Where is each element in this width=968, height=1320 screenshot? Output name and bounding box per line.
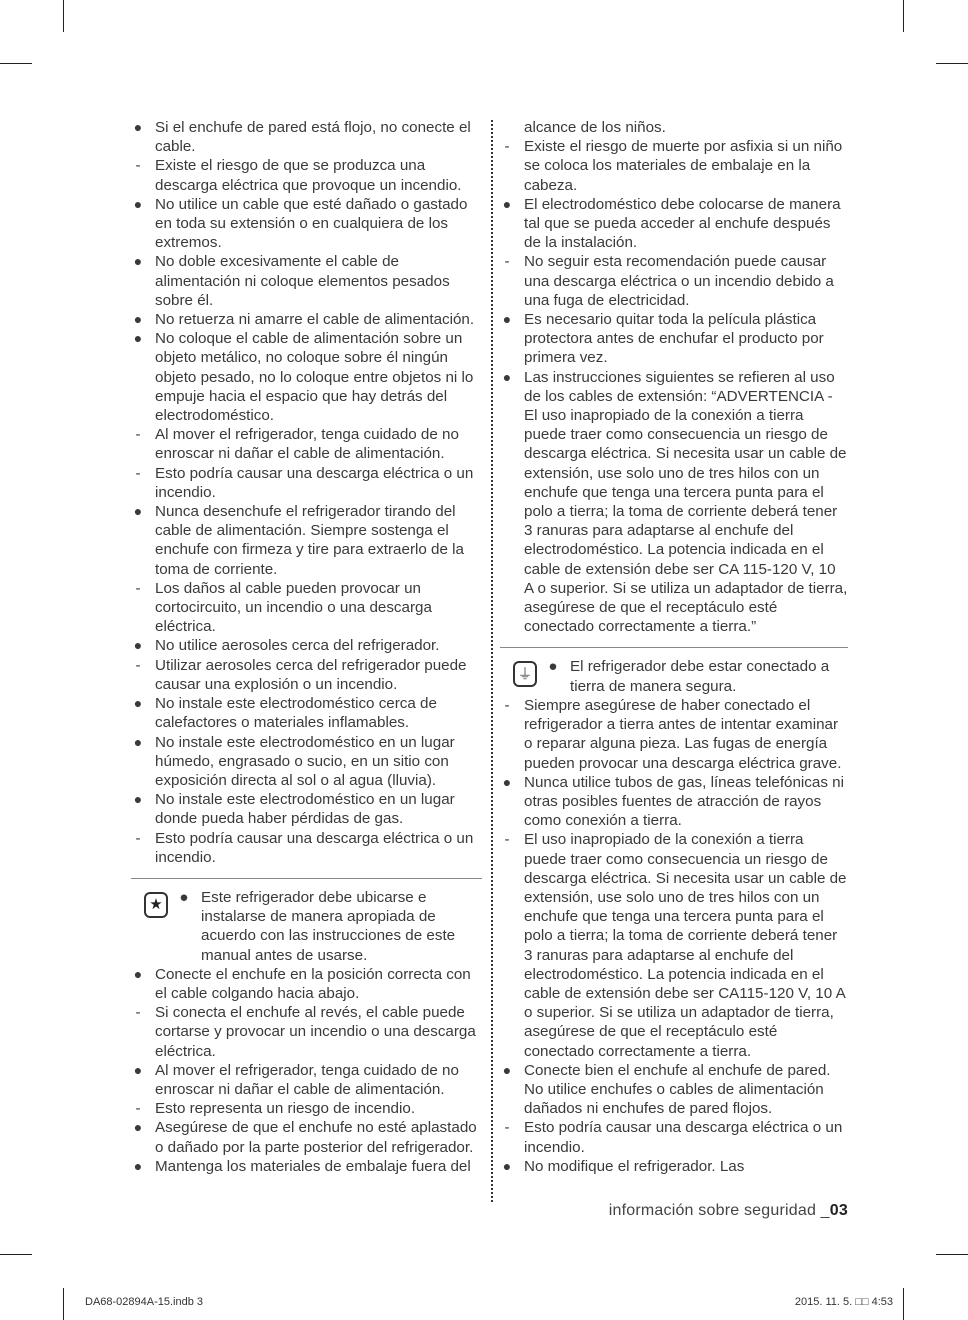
consequence-item — [131, 425, 482, 463]
item-text: Si conecta el enchufe al revés, el cable puede cortarse y provocar un incendio o una descarga eléctrica. — [155, 1004, 476, 1060]
note-separator — [131, 878, 482, 879]
bullet-item — [500, 1157, 848, 1176]
item-text: Nunca utilice tubos de gas, líneas telefónicas ni otras posibles fuentes de atracción de rayos como conexión a tierra. — [524, 773, 844, 830]
item-text: No retuerza ni amarre el cable de alimentación. — [155, 311, 475, 329]
consequence-item — [131, 1003, 482, 1061]
bullet-marker: ● — [502, 368, 512, 385]
item-text: Esto representa un riesgo de incendio. — [155, 1100, 416, 1118]
consequence-item — [131, 829, 482, 867]
bullet-item — [131, 1118, 482, 1156]
consequence-item — [131, 1099, 482, 1118]
item-text: Conecte bien el enchufe al enchufe de pared. No utilice enchufes o cables de alimentación dañados ni enchufes de pared flojos. — [524, 1061, 831, 1118]
bullet-marker: ● — [133, 311, 143, 328]
crop-mark — [63, 0, 64, 32]
bullet-item — [131, 252, 482, 310]
crop-mark — [63, 1288, 64, 1320]
bullet-marker: ● — [502, 195, 512, 212]
item-text: Siempre asegúrese de haber conectado el refrigerador a tierra antes de intentar examinar o reparar alguna pieza. Las fugas de energía pueden provocar una descarga eléctrica grave. — [524, 696, 842, 772]
item-text: Esto podría causar una descarga eléctrica o un incendio. — [155, 464, 474, 501]
dash-marker: - — [504, 253, 510, 271]
dash-marker: - — [504, 1119, 510, 1137]
bullet-marker: ● — [133, 791, 143, 808]
note-separator — [500, 647, 848, 648]
left-safety-list-continued — [131, 965, 482, 1176]
note-text: El refrigerador debe estar conectado a tierra de manera segura. — [570, 658, 830, 695]
bullet-marker: ● — [133, 253, 143, 270]
bullet-marker: ● — [133, 503, 143, 520]
consequence-item — [500, 1118, 848, 1156]
star-note-icon: ★ — [144, 892, 168, 918]
section-title: información sobre seguridad _ — [608, 1202, 830, 1219]
column-divider — [491, 120, 493, 1202]
bullet-item — [500, 195, 848, 253]
note-item — [546, 657, 848, 695]
left-column — [131, 118, 482, 1176]
bullet-marker: ● — [133, 637, 143, 654]
dash-marker: - — [135, 656, 141, 674]
dash-marker: - — [504, 138, 510, 156]
item-text: No utilice aerosoles cerca del refrigerador. — [155, 637, 440, 655]
dash-marker: - — [135, 464, 141, 482]
dash-marker: - — [135, 426, 141, 444]
right-safety-list — [500, 118, 848, 636]
item-text: Utilizar aerosoles cerca del refrigerador puede causar una explosión o un incendio. — [155, 656, 467, 693]
item-text: Nunca desenchufe el refrigerador tirando del cable de alimentación. Siempre sostenga el enchufe con firmeza y tire para extraerlo de la toma de corriente. — [155, 503, 464, 578]
bullet-marker: ● — [502, 1157, 512, 1174]
bullet-marker: ● — [133, 330, 143, 347]
consequence-item — [131, 464, 482, 502]
ground-note-icon: ⏚ — [513, 661, 537, 687]
consequence-item — [131, 656, 482, 694]
left-safety-list — [131, 118, 482, 867]
bullet-marker: ● — [133, 1061, 143, 1078]
item-text: No instale este electrodoméstico en un lugar húmedo, engrasado o sucio, en un sitio con exposición directa al sol o al agua (lluvia). — [155, 733, 455, 789]
item-text: No utilice un cable que esté dañado o gastado en toda su extensión o en cualquiera de los extremos. — [155, 195, 468, 252]
bullet-item — [131, 118, 482, 156]
bullet-item — [131, 790, 482, 828]
item-text: No instale este electrodoméstico cerca de calefactores o materiales inflamables. — [155, 695, 437, 732]
bullet-item — [500, 773, 848, 831]
dash-marker: - — [504, 696, 510, 714]
bullet-marker: ● — [133, 733, 143, 750]
bullet-marker: ● — [502, 773, 512, 790]
item-text: Esto podría causar una descarga eléctrica o un incendio. — [524, 1119, 843, 1156]
crop-mark — [903, 0, 904, 32]
bullet-item — [131, 329, 482, 425]
print-date: 2015. 11. 5. □□ 4:53 — [794, 1296, 893, 1308]
item-text: Existe el riesgo de que se produzca una descarga eléctrica que provoque un incendio. — [155, 157, 462, 194]
dash-marker: - — [135, 1100, 141, 1118]
consequence-item — [500, 252, 848, 310]
dash-marker: - — [135, 157, 141, 175]
bullet-marker: ● — [133, 1157, 143, 1174]
crop-mark — [0, 1254, 32, 1255]
right-safety-list-continued — [500, 696, 848, 1176]
crop-mark — [0, 63, 32, 64]
consequence-item — [500, 830, 848, 1060]
print-file-name: DA68-02894A-15.indb 3 — [85, 1296, 204, 1308]
bullet-item — [131, 1061, 482, 1099]
page-number: 03 — [829, 1202, 848, 1219]
bullet-item — [131, 636, 482, 655]
bullet-item — [131, 1157, 482, 1176]
bullet-item — [131, 965, 482, 1003]
bullet-item — [131, 733, 482, 791]
item-text: No seguir esta recomendación puede causar una descarga eléctrica o un incendio debido a una fuga de electricidad. — [524, 253, 834, 309]
item-text: No coloque el cable de alimentación sobre un objeto metálico, no coloque sobre él ningún objeto pesado, no lo coloque entre objetos ni lo empuje hacia el espacio que hay detrás del electrodoméstico. — [155, 330, 474, 425]
item-text: Mantenga los materiales de embalaje fuera del — [155, 1157, 471, 1175]
consequence-item — [131, 579, 482, 637]
crop-mark — [936, 1254, 968, 1255]
right-column — [500, 118, 848, 1176]
bullet-item — [131, 694, 482, 732]
dash-marker: - — [135, 579, 141, 597]
bullet-marker: ● — [133, 195, 143, 212]
item-text: Conecte el enchufe en la posición correcta con el cable colgando hacia abajo. — [155, 965, 471, 1002]
item-text: alcance de los niños. — [524, 119, 666, 136]
note-item — [177, 888, 482, 965]
bullet-item — [131, 310, 482, 329]
bullet-marker: ● — [133, 119, 143, 135]
item-text: Al mover el refrigerador, tenga cuidado de no enroscar ni dañar el cable de alimentación. — [155, 1061, 459, 1098]
dash-marker: - — [135, 1004, 141, 1022]
crop-mark — [903, 1288, 904, 1320]
item-text: Si el enchufe de pared está flojo, no conecte el cable. — [155, 119, 471, 156]
item-text: Asegúrese de que el enchufe no esté aplastado o dañado por la parte posterior del refrigerador. — [155, 1119, 477, 1156]
bullet-item — [500, 310, 848, 368]
item-text: No doble excesivamente el cable de alimentación ni coloque elementos pesados sobre él. — [155, 253, 450, 309]
item-text: No instale este electrodoméstico en un lugar donde pueda haber pérdidas de gas. — [155, 791, 455, 828]
item-text: Existe el riesgo de muerte por asfixia si un niño se coloca los materiales de embalaje en la cabeza. — [524, 138, 843, 194]
bullet-marker: ● — [133, 965, 143, 982]
bullet-marker: ● — [502, 1061, 512, 1078]
dash-marker: - — [504, 831, 510, 849]
item-text: Al mover el refrigerador, tenga cuidado de no enroscar ni dañar el cable de alimentación. — [155, 426, 459, 463]
item-text: El uso inapropiado de la conexión a tierra puede traer como consecuencia un riesgo de descarga eléctrica. Si necesita usar un cable de extensión, use solo uno de tres hilos con un enchufe que tenga una tercera punta para el polo a tierra; la toma de corriente deberá tener 3 ranuras para adaptarse al enchufe del electrodoméstico. La potencia indicada en el cable de extensión debe ser CA115-120 V, 10 A o superior. Si se utiliza un adaptador de tierra, asegúrese de que el receptáculo esté conectado correctamente a tierra. — [524, 831, 847, 1060]
dash-marker: - — [135, 829, 141, 847]
note-block — [131, 888, 482, 965]
note-block — [500, 657, 848, 695]
bullet-marker: ● — [502, 311, 512, 328]
bullet-item — [500, 1061, 848, 1119]
bullet-marker: ● — [179, 888, 189, 906]
bullet-item — [131, 195, 482, 253]
item-text: Las instrucciones siguientes se refieren al uso de los cables de extensión: “ADVERTENCIA - El uso inapropiado de la conexión a tierra puede traer como consecuencia un riesgo de descarga eléctrica. Si necesita usar un cable de extensión, use solo uno de tres hilos con un enchufe que tenga una tercera punta para el polo a tierra; la toma de corriente deberá tener 3 ranuras para adaptarse al enchufe del electrodoméstico. La potencia indicada en el cable de extensión debe ser CA 115-120 V, 10 A o superior. Si se utiliza un adaptador de tierra, asegúrese de que el receptáculo esté conectado correctamente a tierra.” — [524, 368, 848, 636]
item-text: Es necesario quitar toda la película plástica protectora antes de enchufar el producto por primera vez. — [524, 311, 824, 367]
bullet-marker: ● — [133, 695, 143, 712]
consequence-item — [500, 137, 848, 195]
note-text: Este refrigerador debe ubicarse e instalarse de manera apropiada de acuerdo con las instrucciones de este manual antes de usarse. — [201, 888, 456, 964]
crop-mark — [936, 63, 968, 64]
page-footer — [609, 1202, 848, 1220]
bullet-marker: ● — [548, 658, 558, 676]
item-text: Esto podría causar una descarga eléctrica o un incendio. — [155, 829, 474, 866]
item-text: No modifique el refrigerador. Las — [524, 1157, 745, 1175]
bullet-item — [131, 502, 482, 579]
bullet-marker: ● — [133, 1119, 143, 1136]
consequence-item — [500, 696, 848, 773]
consequence-item — [131, 156, 482, 194]
text-continuation — [500, 118, 848, 137]
item-text: Los daños al cable pueden provocar un cortocircuito, un incendio o una descarga eléctrica. — [155, 579, 432, 636]
bullet-item — [500, 368, 848, 637]
item-text: El electrodoméstico debe colocarse de manera tal que se pueda acceder al enchufe después de la instalación. — [524, 195, 841, 252]
